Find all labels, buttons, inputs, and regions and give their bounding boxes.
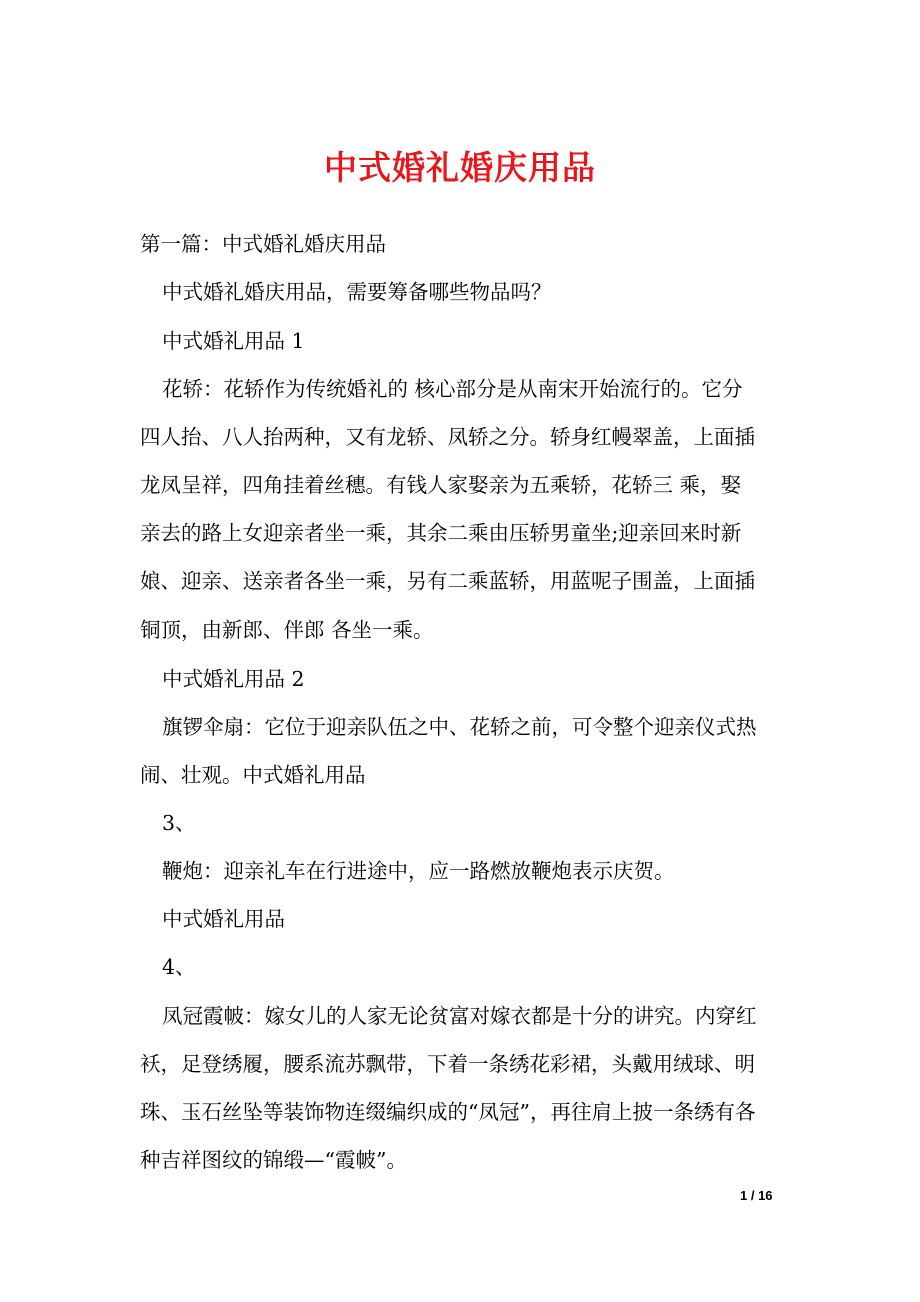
paragraph-line: 闹、壮观。中式婚礼用品 [140,763,366,787]
paragraph-line: 中式婚礼婚庆用品，需要筹备哪些物品吗？ [162,280,552,304]
paragraph-line: 娘、迎亲、送亲者各坐一乘，另有二乘蓝轿，用蓝呢子围盖，上面插 [140,569,755,593]
item-heading: 中式婚礼用品 [162,907,285,931]
item-heading: 中式婚礼用品 2 [162,667,305,691]
document-title: 中式婚礼婚庆用品 [324,148,596,187]
paragraph-line: 凤冠霞帔：嫁女儿的人家无论贫富对嫁衣都是十分的讲究。内穿红 [162,1004,757,1028]
page-number: 1 / 16 [740,1188,773,1203]
item-number: 4、 [162,955,196,979]
paragraph-line: 铜顶，由新郎、伴郎 各坐一乘。 [140,618,434,642]
paragraph-line: 旗锣伞扇：它位于迎亲队伍之中、花轿之前，可令整个迎亲仪式热 [162,715,757,739]
item-number: 3、 [162,811,196,835]
paragraph-line: 鞭炮：迎亲礼车在行进途中，应一路燃放鞭炮表示庆贺。 [162,859,675,883]
paragraph-line: 袄，足登绣履，腰系流苏飘带，下着一条绣花彩裙，头戴用绒球、明 [140,1052,755,1076]
paragraph-line: 亲去的路上女迎亲者坐一乘，其余二乘由压轿男童坐;迎亲回来时新 [140,521,742,545]
paragraph-line: 龙凤呈祥，四角挂着丝穗。有钱人家娶亲为五乘轿，花轿三 乘，娶 [140,473,742,497]
paragraph-line: 珠、玉石丝坠等装饰物连缀编织成的“凤冠”，再往肩上披一条绣有各 [140,1100,756,1124]
section-heading: 第一篇：中式婚礼婚庆用品 [140,232,386,256]
paragraph-line: 种吉祥图纹的锦缎—“霞帔”。 [140,1148,407,1172]
paragraph-line: 花轿：花轿作为传统婚礼的 核心部分是从南宋开始流行的。它分 [162,377,743,401]
paragraph-line: 四人抬、八人抬两种，又有龙轿、凤轿之分。轿身红幔翠盖，上面插 [140,425,755,449]
item-heading: 中式婚礼用品 1 [162,329,305,353]
